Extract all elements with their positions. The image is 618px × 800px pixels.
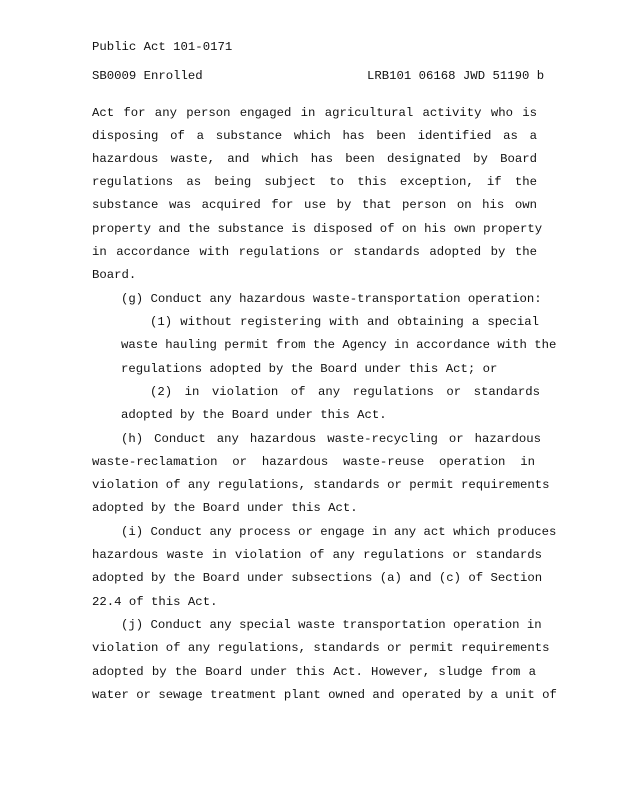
body-line-13: (2) in violation of any regulations or standards xyxy=(150,385,540,399)
body-line-25: adopted by the Board under this Act. However, sludge from a xyxy=(92,665,536,679)
body-line-4: regulations as being subject to this exception, if the xyxy=(92,175,537,189)
body-line-1: Act for any person engaged in agricultural activity who is xyxy=(92,106,537,120)
body-line-8: Board. xyxy=(92,268,137,282)
public-act-number: Public Act 101-0171 xyxy=(92,40,233,54)
body-line-15: (h) Conduct any hazardous waste-recycling or hazardous xyxy=(121,432,541,446)
body-line-26: water or sewage treatment plant owned and operated by a unit of xyxy=(92,688,557,702)
body-line-18: adopted by the Board under this Act. xyxy=(92,501,358,515)
body-line-12: regulations adopted by the Board under this Act; or xyxy=(121,362,498,376)
body-line-14: adopted by the Board under this Act. xyxy=(121,408,387,422)
bill-number: SB0009 Enrolled xyxy=(92,69,203,83)
body-line-22: 22.4 of this Act. xyxy=(92,595,218,609)
body-line-9: (g) Conduct any hazardous waste-transportation operation: xyxy=(121,292,542,306)
body-line-16: waste-reclamation or hazardous waste-reuse operation in xyxy=(92,455,535,469)
body-line-10: (1) without registering with and obtaining a special xyxy=(150,315,539,329)
body-line-23: (j) Conduct any special waste transportation operation in xyxy=(121,618,542,632)
body-line-6: property and the substance is disposed of on his own property xyxy=(92,222,543,236)
body-line-24: violation of any regulations, standards or permit requirements xyxy=(92,641,550,655)
body-line-3: hazardous waste, and which has been designated by Board xyxy=(92,152,537,166)
body-line-7: in accordance with regulations or standards adopted by the xyxy=(92,245,537,259)
body-line-5: substance was acquired for use by that person on his own xyxy=(92,198,537,212)
body-line-20: hazardous waste in violation of any regulations or standards xyxy=(92,548,542,562)
lrb-number: LRB101 06168 JWD 51190 b xyxy=(367,69,545,83)
body-line-19: (i) Conduct any process or engage in any act which produces xyxy=(121,525,557,539)
body-line-21: adopted by the Board under subsections (a) and (c) of Section xyxy=(92,571,543,585)
body-line-17: violation of any regulations, standards or permit requirements xyxy=(92,478,550,492)
body-line-11: waste hauling permit from the Agency in accordance with the xyxy=(121,338,557,352)
body-line-2: disposing of a substance which has been identified as a xyxy=(92,129,537,143)
